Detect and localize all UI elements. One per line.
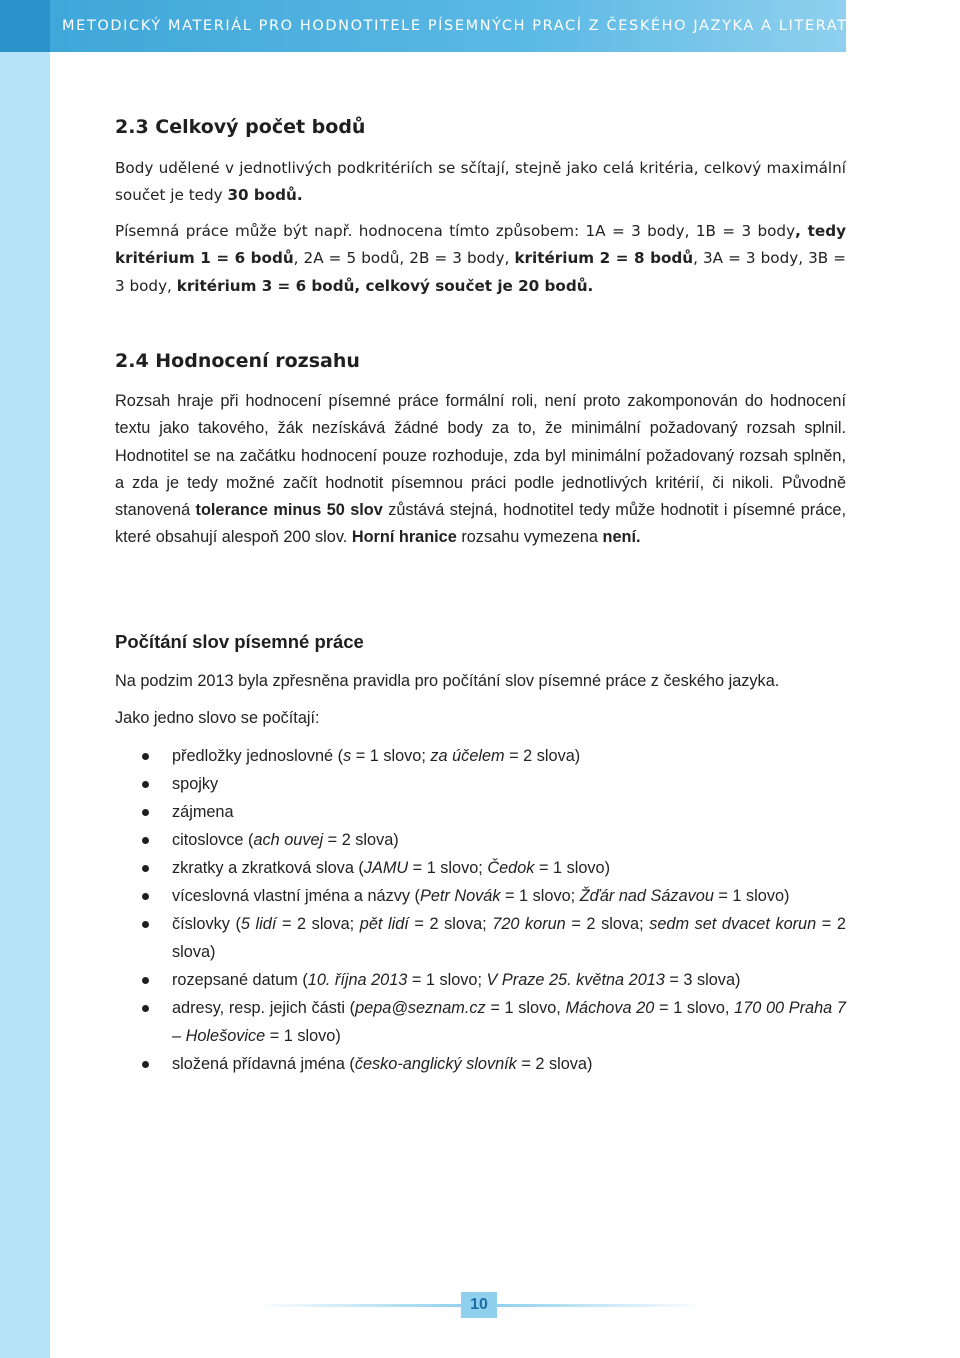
- text-run: Body udělené v jednotlivých podkritériích se sčítají, stejně jako celá kritéria, celkový maximální součet je tedy: [115, 159, 846, 205]
- paragraph-length-evaluation: [115, 388, 846, 552]
- text-run: , 3A = 3 body, 3B = 3 body,: [115, 249, 846, 295]
- text-run: Rozsah hraje při hodnocení písemné práce formální roli, není proto zakomponován do hodnocení textu jako takového, žák nezískává žádné body za to, že minimální požadovaný rozsah splnil. Hodnotitel se na začátku hodnocení pouze rozhoduje, zda byl minimální požadovaný rozsah splněn, a zda je tedy možné začít hodnotit písemnou práci podle jednotlivých kritérií, či nikoli. Původně stanovená: [115, 392, 846, 520]
- list-item: citoslovce (ach ouvej = 2 slova): [115, 826, 846, 854]
- list-item: spojky: [115, 770, 846, 798]
- paragraph-counted-as-one: Jako jedno slovo se počítají:: [115, 709, 320, 727]
- list-item: adresy, resp. jejich části (pepa@seznam.cz = 1 slovo, Máchova 20 = 1 slovo, 170 00 Praha 7 – Holešovice = 1 slovo): [115, 994, 846, 1050]
- header-corner: [0, 0, 50, 52]
- list-item: zkratky a zkratková slova (JAMU = 1 slovo; Čedok = 1 slovo): [115, 854, 846, 882]
- text-run: , 2A = 5 bodů, 2B = 3 body,: [293, 249, 515, 268]
- section-heading-2-3: 2.3 Celkový počet bodů: [115, 116, 366, 138]
- footer-rule-right: [495, 1304, 705, 1307]
- bold-run: Horní hranice: [351, 528, 457, 547]
- section-heading-word-count: Počítání slov písemné práce: [115, 631, 364, 652]
- bold-run: , tedy kritérium 1 = 6 bodů: [115, 222, 847, 268]
- list-item: předložky jednoslovné (s = 1 slovo; za účelem = 2 slova): [115, 742, 846, 770]
- list-item: rozepsané datum (10. října 2013 = 1 slovo; V Praze 25. května 2013 = 3 slova): [115, 966, 846, 994]
- bold-run: není.: [602, 528, 641, 547]
- side-band: [0, 0, 50, 1358]
- bold-run: kritérium 2 = 8 bodů: [514, 249, 694, 268]
- text-run: zůstává stejná, hodnotitel tedy může hodnotit i písemné práce, které obsahují alespoň 200 slov.: [115, 501, 846, 547]
- list-item: víceslovná vlastní jména a názvy (Petr Novák = 1 slovo; Žďár nad Sázavou = 1 slovo): [115, 882, 846, 910]
- text-run: Písemná práce může být např. hodnocena tímto způsobem: 1A = 3 body, 1B = 3 body: [115, 222, 796, 240]
- list-item: složená přídavná jména (česko-anglický slovník = 2 slova): [115, 1050, 846, 1078]
- list-item: číslovky (5 lidí = 2 slova; pět lidí = 2 slova; 720 korun = 2 slova; sedm set dvacet korun = 2 slova): [115, 910, 846, 966]
- paragraph-rules-update: Na podzim 2013 byla zpřesněna pravidla pro počítání slov písemné práce z českého jazyka.: [115, 672, 780, 690]
- page-number: 10: [461, 1292, 497, 1318]
- list-item: zájmena: [115, 798, 846, 826]
- bold-run: 30 bodů.: [227, 186, 303, 205]
- section-heading-2-4: 2.4 Hodnocení rozsahu: [115, 350, 360, 372]
- paragraph-total-points: [115, 155, 846, 210]
- bold-run: kritérium 3 = 6 bodů, celkový součet je 20 bodů.: [176, 276, 594, 295]
- text-run: rozsahu vymezena: [456, 528, 603, 547]
- running-header: METODICKÝ MATERIÁL PRO HODNOTITELE PÍSEMNÝCH PRACÍ Z ČESKÉHO JAZYKA A LITERATURY: [62, 18, 881, 34]
- paragraph-example-scoring: [115, 218, 846, 300]
- bold-run: tolerance minus 50 slov: [195, 501, 383, 520]
- word-count-rules-list: [115, 742, 846, 1078]
- footer-rule-left: [255, 1304, 465, 1307]
